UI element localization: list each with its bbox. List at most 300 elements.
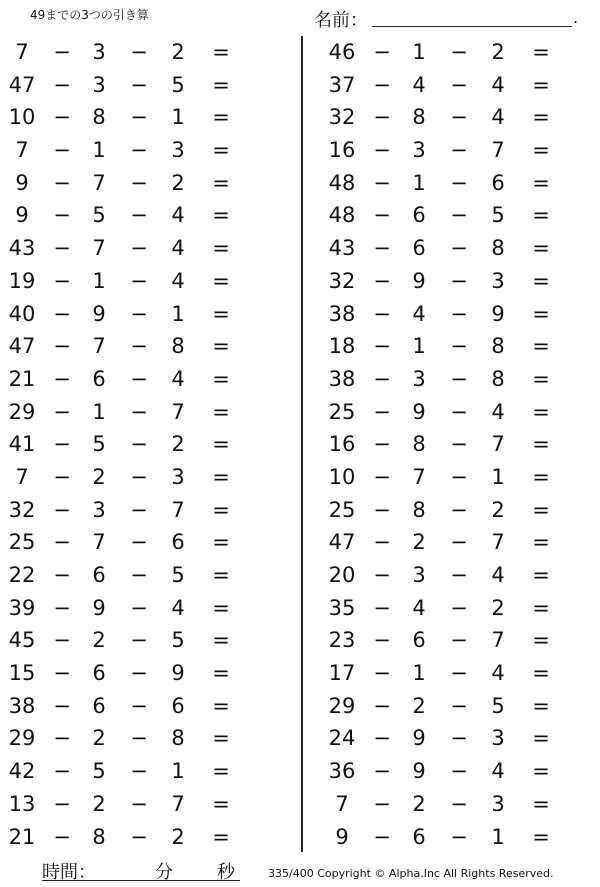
minus-sign: − [450,105,468,130]
subtrahend-2: 7 [491,628,505,653]
equals-sign: = [532,791,550,816]
minus-sign: − [53,301,71,326]
subtrahend-1: 1 [92,138,106,163]
minuend: 47 [8,334,36,359]
equals-sign: = [532,693,550,718]
minus-sign: − [373,366,391,391]
subtrahend-2: 1 [491,464,505,489]
minus-sign: − [53,334,71,359]
minus-sign: − [53,40,71,64]
subtrahend-2: 2 [491,595,505,620]
minuend: 15 [8,661,36,686]
minuend: 10 [328,464,356,489]
minus-sign: − [450,759,468,784]
minuend: 45 [8,628,36,653]
minus-sign: − [450,138,468,163]
minuend: 43 [8,236,36,261]
minus-sign: − [373,203,391,228]
minuend: 46 [328,40,356,64]
minuend: 21 [8,366,36,391]
minuend: 38 [328,366,356,391]
subtrahend-1: 1 [412,334,426,359]
subtrahend-2: 5 [491,693,505,718]
subtrahend-1: 8 [412,432,426,457]
minus-sign: − [373,595,391,620]
equals-sign: = [212,824,230,849]
minus-sign: − [373,628,391,653]
minus-sign: − [53,530,71,555]
minus-sign: − [373,170,391,195]
minus-sign: − [450,236,468,261]
subtrahend-2: 1 [491,824,505,849]
minus-sign: − [130,366,148,391]
minus-sign: − [450,170,468,195]
subtrahend-2: 2 [491,40,505,64]
minus-sign: − [130,203,148,228]
equals-sign: = [532,203,550,228]
minus-sign: − [373,661,391,686]
minus-sign: − [130,236,148,261]
minus-sign: − [130,661,148,686]
minus-sign: − [373,563,391,587]
subtrahend-2: 5 [491,203,505,228]
equals-sign: = [532,661,550,686]
subtrahend-1: 8 [92,105,106,130]
equals-sign: = [212,268,230,293]
subtrahend-1: 3 [92,497,106,522]
minuend: 47 [8,72,36,97]
equals-sign: = [532,40,550,64]
equals-sign: = [532,105,550,130]
equals-sign: = [532,72,550,97]
subtrahend-2: 3 [491,726,505,751]
minuend: 23 [328,628,356,653]
subtrahend-1: 3 [412,366,426,391]
subtrahend-2: 8 [491,334,505,359]
minuend: 25 [328,497,356,522]
equals-sign: = [532,432,550,457]
minus-sign: − [450,497,468,522]
minus-sign: − [373,497,391,522]
subtrahend-1: 3 [412,138,426,163]
minus-sign: − [130,399,148,424]
subtrahend-2: 5 [171,628,185,653]
minus-sign: − [373,726,391,751]
equals-sign: = [212,726,230,751]
equals-sign: = [212,170,230,195]
minus-sign: − [450,824,468,849]
equals-sign: = [212,105,230,130]
equals-sign: = [212,693,230,718]
minus-sign: − [130,464,148,489]
subtrahend-1: 6 [412,203,426,228]
subtrahend-2: 4 [171,595,185,620]
equals-sign: = [532,170,550,195]
equals-sign: = [532,563,550,587]
equals-sign: = [212,236,230,261]
minuend: 40 [8,301,36,326]
minus-sign: − [373,40,391,64]
minuend: 16 [328,138,356,163]
minus-sign: − [450,301,468,326]
minus-sign: − [130,72,148,97]
subtrahend-1: 7 [92,334,106,359]
minuend: 37 [328,72,356,97]
minus-sign: − [373,824,391,849]
minus-sign: − [373,759,391,784]
minuend: 29 [8,726,36,751]
equals-sign: = [532,301,550,326]
minus-sign: − [53,203,71,228]
minuend: 32 [328,268,356,293]
subtrahend-1: 7 [412,464,426,489]
minus-sign: − [450,366,468,391]
subtrahend-1: 9 [412,759,426,784]
subtrahend-1: 3 [412,563,426,587]
minus-sign: − [130,693,148,718]
minuend: 25 [8,530,36,555]
subtrahend-1: 7 [92,170,106,195]
subtrahend-1: 6 [412,628,426,653]
equals-sign: = [212,138,230,163]
minuend: 19 [8,268,36,293]
minus-sign: − [130,105,148,130]
minus-sign: − [450,72,468,97]
minus-sign: − [130,628,148,653]
subtrahend-1: 2 [92,464,106,489]
minus-sign: − [450,530,468,555]
minus-sign: − [373,530,391,555]
minus-sign: − [130,726,148,751]
subtrahend-1: 2 [92,791,106,816]
minus-sign: − [130,759,148,784]
minuend: 32 [328,105,356,130]
minus-sign: − [130,432,148,457]
column-divider [301,36,303,852]
subtrahend-1: 8 [92,824,106,849]
minuend: 43 [328,236,356,261]
subtrahend-1: 6 [92,563,106,587]
minus-sign: − [53,366,71,391]
minuend: 38 [328,301,356,326]
minus-sign: − [53,399,71,424]
minus-sign: − [373,138,391,163]
equals-sign: = [212,203,230,228]
subtrahend-1: 8 [412,105,426,130]
seconds-label: 秒 [217,862,235,883]
equals-sign: = [212,530,230,555]
minuend: 32 [8,497,36,522]
minus-sign: − [130,268,148,293]
minus-sign: − [130,563,148,587]
equals-sign: = [532,628,550,653]
subtrahend-2: 7 [491,432,505,457]
minus-sign: − [130,301,148,326]
subtrahend-2: 4 [491,563,505,587]
subtrahend-1: 9 [412,268,426,293]
subtrahend-2: 2 [171,432,185,457]
minuend: 7 [335,791,349,816]
minuend: 48 [328,170,356,195]
minus-sign: − [53,170,71,195]
subtrahend-2: 8 [171,334,185,359]
minuend: 13 [8,791,36,816]
minutes-label: 分 [155,862,173,883]
minus-sign: − [53,236,71,261]
subtrahend-2: 3 [171,138,185,163]
minuend: 47 [328,530,356,555]
subtrahend-2: 4 [171,203,185,228]
subtrahend-1: 3 [92,40,106,64]
subtrahend-2: 4 [491,661,505,686]
minus-sign: − [373,791,391,816]
subtrahend-2: 5 [171,72,185,97]
name-end-dot: . [573,8,579,27]
subtrahend-2: 4 [491,759,505,784]
minus-sign: − [450,432,468,457]
subtrahend-2: 7 [491,530,505,555]
equals-sign: = [532,595,550,620]
name-input-line[interactable] [372,26,572,27]
minus-sign: − [53,72,71,97]
minus-sign: − [450,661,468,686]
minuend: 29 [328,693,356,718]
subtrahend-2: 3 [491,791,505,816]
minuend: 20 [328,563,356,587]
minus-sign: − [130,334,148,359]
minuend: 18 [328,334,356,359]
subtrahend-1: 2 [412,791,426,816]
subtrahend-1: 6 [92,693,106,718]
subtrahend-2: 1 [171,301,185,326]
minuend: 38 [8,693,36,718]
equals-sign: = [532,268,550,293]
minus-sign: − [53,595,71,620]
minus-sign: − [450,399,468,424]
subtrahend-1: 9 [412,399,426,424]
subtrahend-2: 2 [171,824,185,849]
minuend: 29 [8,399,36,424]
subtrahend-1: 5 [92,203,106,228]
minus-sign: − [450,203,468,228]
minus-sign: − [450,268,468,293]
minus-sign: − [130,824,148,849]
minus-sign: − [53,693,71,718]
minus-sign: − [450,464,468,489]
subtrahend-1: 6 [412,824,426,849]
equals-sign: = [212,334,230,359]
subtrahend-2: 4 [171,236,185,261]
subtrahend-1: 9 [92,595,106,620]
equals-sign: = [212,301,230,326]
minus-sign: − [53,628,71,653]
minus-sign: − [373,334,391,359]
subtrahend-1: 6 [92,366,106,391]
subtrahend-1: 5 [92,759,106,784]
subtrahend-2: 6 [171,693,185,718]
subtrahend-2: 2 [491,497,505,522]
minus-sign: − [53,138,71,163]
minuend: 36 [328,759,356,784]
subtrahend-1: 3 [92,72,106,97]
minus-sign: − [53,432,71,457]
subtrahend-2: 4 [491,72,505,97]
subtrahend-2: 3 [171,464,185,489]
minuend: 7 [15,40,29,64]
subtrahend-2: 2 [171,170,185,195]
minus-sign: − [450,334,468,359]
minus-sign: − [53,497,71,522]
minuend: 48 [328,203,356,228]
subtrahend-1: 4 [412,595,426,620]
subtrahend-1: 9 [92,301,106,326]
equals-sign: = [212,791,230,816]
minuend: 24 [328,726,356,751]
subtrahend-2: 7 [171,399,185,424]
equals-sign: = [532,366,550,391]
equals-sign: = [212,628,230,653]
minus-sign: − [130,170,148,195]
minus-sign: − [373,693,391,718]
equals-sign: = [532,726,550,751]
subtrahend-1: 2 [92,726,106,751]
worksheet-title: 49までの3つの引き算 [30,8,149,22]
minus-sign: − [130,530,148,555]
subtrahend-2: 6 [491,170,505,195]
minuend: 9 [15,170,29,195]
subtrahend-1: 7 [92,236,106,261]
minus-sign: − [53,105,71,130]
equals-sign: = [212,759,230,784]
subtrahend-2: 8 [171,726,185,751]
subtrahend-2: 7 [171,791,185,816]
subtrahend-1: 1 [92,268,106,293]
minuend: 10 [8,105,36,130]
minus-sign: − [130,40,148,64]
subtrahend-2: 4 [491,399,505,424]
equals-sign: = [532,138,550,163]
subtrahend-2: 2 [171,40,185,64]
minuend: 7 [15,138,29,163]
copyright-text: 335/400 Copyright © Alpha.Inc All Rights Reserved. [268,867,554,880]
subtrahend-1: 1 [412,661,426,686]
minuend: 22 [8,563,36,587]
equals-sign: = [212,72,230,97]
equals-sign: = [212,464,230,489]
minus-sign: − [450,693,468,718]
equals-sign: = [532,399,550,424]
minus-sign: − [373,105,391,130]
minus-sign: − [373,301,391,326]
minuend: 7 [15,464,29,489]
subtrahend-1: 1 [92,399,106,424]
minus-sign: − [53,824,71,849]
equals-sign: = [532,334,550,359]
minuend: 16 [328,432,356,457]
subtrahend-2: 9 [491,301,505,326]
subtrahend-1: 4 [412,72,426,97]
subtrahend-1: 6 [92,661,106,686]
minuend: 9 [15,203,29,228]
subtrahend-2: 1 [171,759,185,784]
minus-sign: − [130,595,148,620]
minus-sign: − [373,72,391,97]
minuend: 41 [8,432,36,457]
subtrahend-2: 8 [491,236,505,261]
subtrahend-1: 6 [412,236,426,261]
equals-sign: = [532,759,550,784]
minus-sign: − [53,791,71,816]
subtrahend-1: 2 [412,530,426,555]
equals-sign: = [212,432,230,457]
subtrahend-2: 4 [491,105,505,130]
subtrahend-2: 3 [491,268,505,293]
minus-sign: − [450,595,468,620]
minus-sign: − [130,138,148,163]
minus-sign: − [373,432,391,457]
subtrahend-2: 8 [491,366,505,391]
subtrahend-2: 4 [171,366,185,391]
subtrahend-2: 7 [171,497,185,522]
minus-sign: − [53,726,71,751]
subtrahend-2: 1 [171,105,185,130]
subtrahend-2: 9 [171,661,185,686]
subtrahend-2: 7 [491,138,505,163]
minus-sign: − [130,497,148,522]
minus-sign: − [450,791,468,816]
minuend: 35 [328,595,356,620]
subtrahend-1: 7 [92,530,106,555]
minuend: 21 [8,824,36,849]
subtrahend-1: 1 [412,40,426,64]
subtrahend-2: 5 [171,563,185,587]
minus-sign: − [130,791,148,816]
minus-sign: − [53,563,71,587]
equals-sign: = [212,40,230,64]
subtrahend-1: 2 [92,628,106,653]
subtrahend-1: 5 [92,432,106,457]
minus-sign: − [450,726,468,751]
equals-sign: = [532,530,550,555]
minuend: 42 [8,759,36,784]
minus-sign: − [53,661,71,686]
minuend: 39 [8,595,36,620]
minus-sign: − [53,268,71,293]
minuend: 17 [328,661,356,686]
equals-sign: = [212,366,230,391]
time-label: 時間： [42,862,96,883]
minus-sign: − [373,399,391,424]
equals-sign: = [212,595,230,620]
equals-sign: = [532,464,550,489]
equals-sign: = [212,563,230,587]
minus-sign: − [53,759,71,784]
minus-sign: − [53,464,71,489]
minuend: 25 [328,399,356,424]
minus-sign: − [450,40,468,64]
subtrahend-1: 2 [412,693,426,718]
subtrahend-1: 9 [412,726,426,751]
time-input-line[interactable] [42,880,240,881]
equals-sign: = [212,661,230,686]
subtrahend-1: 4 [412,301,426,326]
minus-sign: − [450,563,468,587]
subtrahend-2: 6 [171,530,185,555]
subtrahend-1: 1 [412,170,426,195]
name-label: 名前： [314,10,368,31]
minus-sign: − [373,236,391,261]
minus-sign: − [373,464,391,489]
